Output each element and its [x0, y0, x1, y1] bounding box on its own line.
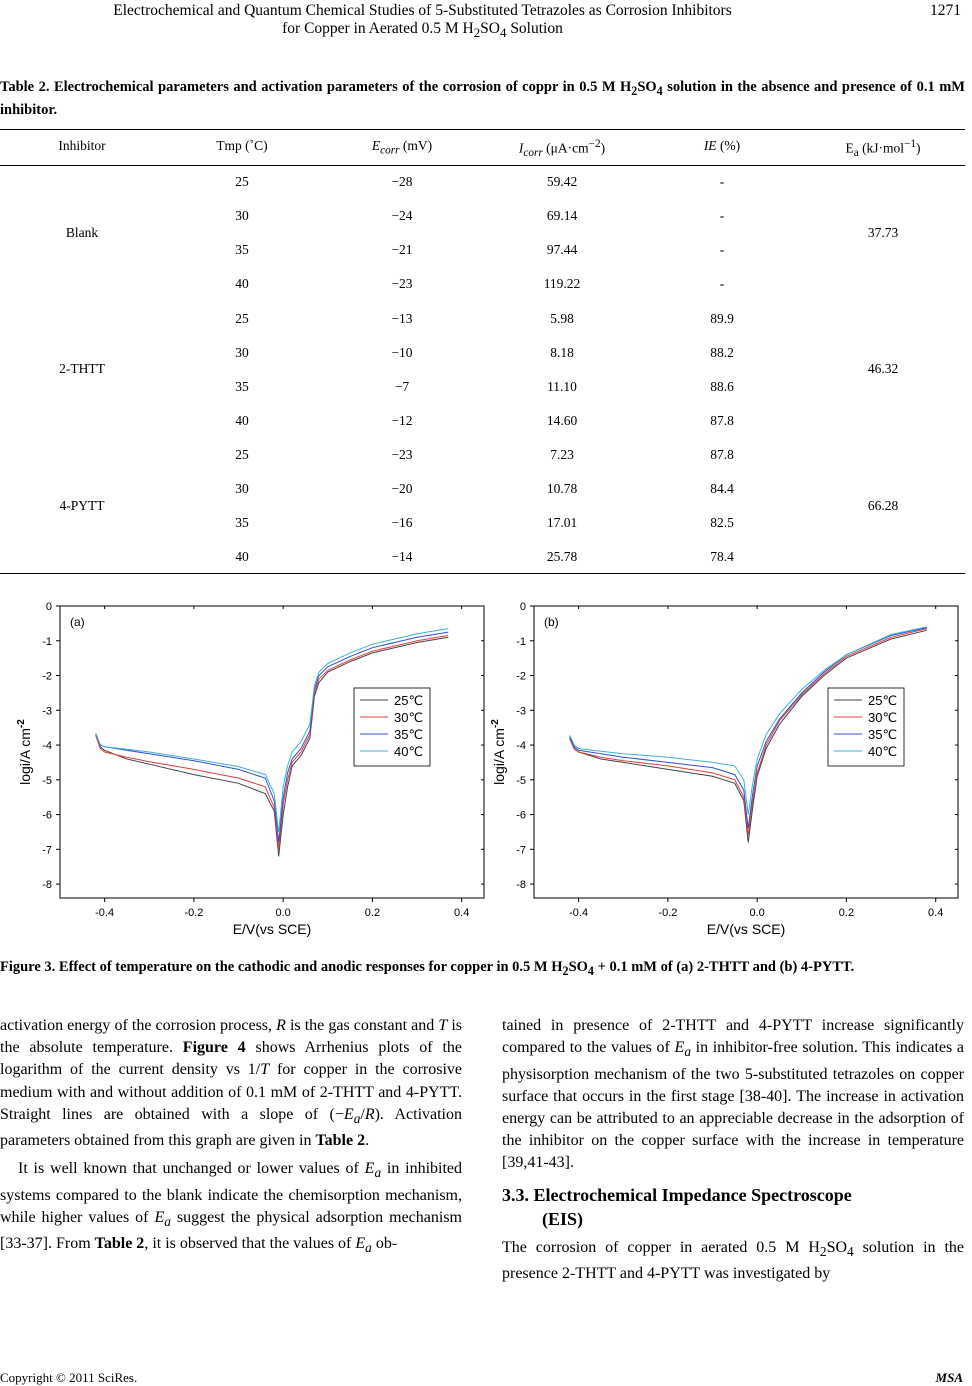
x-tick-label: 0.4 — [928, 907, 944, 919]
group-ea: 37.73 — [867, 225, 899, 240]
y-tick-label: -5 — [516, 774, 526, 787]
y-tick-label: -3 — [42, 705, 52, 718]
legend-label: 25℃ — [394, 693, 424, 708]
cell-tmp: 35 — [235, 515, 249, 530]
y-tick-label: -7 — [42, 844, 52, 857]
table-header-rule — [0, 165, 965, 166]
cell-icorr: 10.78 — [546, 481, 578, 496]
paragraph: activation energy of the corrosion process, R is the gas constant and T is the absolute temperature. Figure 4 shows Arrhenius plots of the logarithm of the current density vs 1/T for copper in the corrosive medium with and without addition of 0.1 mM of 2-THTT and 4-PYTT. Straight lines are obtained with a slope of $(-E_a/R)$. Activation parameters obtained from this graph are given in Table 2. — [0, 1017, 463, 1150]
cell-icorr: 69.14 — [546, 208, 578, 223]
x-tick-label: 0.2 — [364, 907, 381, 919]
cell-icorr: 8.18 — [550, 345, 574, 360]
cell-icorr: 17.01 — [546, 515, 578, 530]
cell-ie: - — [719, 208, 725, 223]
cell-ecorr: −16 — [391, 515, 413, 530]
body-left-column — [0, 1015, 462, 1260]
y-tick-label: -4 — [516, 740, 526, 753]
copyright: Copyright © 2011 SciRes. — [0, 1370, 138, 1385]
page-footer — [0, 1370, 965, 1386]
table-2-link[interactable]: Table 2 — [94, 1235, 145, 1253]
x-axis-label: E/V(vs SCE) — [706, 921, 786, 937]
paragraph: It is well known that unchanged or lower values of $E_a$ in inhibited systems compared to the blank indicate the chemisorption mechanism, while higher values of $E_a$ suggest the physical adsorption mechanism [33-37]. From Table 2, it is observed that the values of $E_a$ ob- — [0, 1160, 463, 1256]
y-tick-label: -8 — [516, 879, 526, 892]
legend-label: 30℃ — [394, 710, 424, 725]
section-heading: 3.3. Electrochemical Impedance Spectroscope (EIS) — [502, 1184, 852, 1229]
table-top-rule — [0, 129, 965, 130]
cell-tmp: 25 — [235, 311, 249, 326]
y-axis-label-main: logi/A cm — [491, 728, 507, 785]
cell-ie: 84.4 — [710, 481, 734, 496]
cell-tmp: 40 — [235, 276, 249, 291]
cell-icorr: 14.60 — [546, 413, 578, 428]
figure-caption: Figure 3. Effect of temperature on the cathodic and anodic responses for copper in 0.5 M $H_2SO_4 + 0.1$ mM of (a) 2-THTT and (b) 4-PYTT. — [0, 959, 855, 978]
paragraph: The corrosion of copper in aerated 0.5 M $H_2SO_4$ solution in the presence 2-THTT and 4-PYTT was investigated by — [502, 1238, 964, 1282]
cell-icorr: 59.42 — [546, 174, 578, 189]
x-tick-label: 0.4 — [454, 907, 470, 919]
x-tick-label: 0.2 — [838, 907, 855, 919]
legend-label: 40℃ — [394, 744, 424, 759]
figure3-panel-b — [492, 600, 972, 940]
cell-ie: 82.5 — [710, 515, 734, 530]
cell-ecorr: −10 — [391, 345, 413, 360]
y-axis-label-main: logi/A cm — [17, 728, 33, 785]
y-axis-label — [16, 719, 33, 785]
x-axis-label: E/V(vs SCE) — [232, 921, 312, 937]
cell-ie: 87.8 — [710, 447, 734, 462]
body-right-column — [502, 1015, 964, 1285]
table-caption: Table 2. Electrochemical parameters and activation parameters of the corrosion of coppr in 0.5 M $H_2SO_4$ solution in the absence and presence of 0.1 mM inhibitor. — [0, 79, 965, 118]
figure3-panel-a — [18, 600, 498, 940]
cell-ie: 78.4 — [710, 549, 734, 564]
paragraph: tained in presence of 2-THTT and 4-PYTT increase significantly compared to the values of $E_a$ in inhibitor-free solution. This indicates a physisorption mechanism of the two 5-substituted tetrazoles on copper surface that occurs in the first stage [38-40]. The increase in activation energy can be attributed to an appreciable decrease in the adsorption of the inhibitor on the copper surface with the increase in temperature [39,41-43]. — [502, 1017, 964, 1172]
cell-ecorr: −28 — [391, 174, 413, 189]
cell-tmp: 25 — [235, 174, 249, 189]
y-tick-label: -5 — [42, 774, 52, 787]
cell-ecorr: −23 — [391, 447, 413, 462]
x-tick-label: -0.4 — [95, 907, 115, 919]
cell-tmp: 30 — [235, 208, 249, 223]
x-tick-label: 0.0 — [749, 907, 765, 919]
cell-ecorr: −7 — [394, 379, 410, 394]
y-tick-label: -2 — [516, 670, 526, 683]
cell-ie: 89.9 — [710, 311, 734, 326]
header-title-line2: for Copper in Aerated 0.5 M $H_2SO_4$ Solution — [282, 20, 563, 41]
y-tick-label: -6 — [516, 809, 526, 822]
panel-label: (b) — [544, 615, 559, 629]
legend-label: 35℃ — [868, 727, 898, 742]
th-inhibitor: Inhibitor — [58, 138, 106, 153]
group-ea: 66.28 — [867, 498, 899, 513]
table-2-link[interactable]: Table 2 — [315, 1132, 366, 1150]
cell-ecorr: −24 — [391, 208, 413, 223]
cell-ie: 88.2 — [710, 345, 734, 360]
x-tick-label: -0.2 — [184, 907, 204, 919]
y-axis-label-sup: -2 — [490, 719, 501, 729]
y-tick-label: -6 — [42, 809, 52, 822]
table-bottom-rule — [0, 573, 965, 574]
cell-icorr: 7.23 — [550, 447, 574, 462]
panel-label: (a) — [70, 615, 85, 629]
journal-abbrev: MSA — [935, 1370, 963, 1385]
th-icorr: $I_{corr}$ $(\mu A\cdot cm^{-2})$ — [518, 138, 606, 160]
cell-tmp: 40 — [235, 413, 249, 428]
th-temperature: Tmp (˚C) — [216, 138, 268, 153]
cell-ie: 87.8 — [710, 413, 734, 428]
cell-ie: - — [719, 276, 725, 291]
header-title-line1: Electrochemical and Quantum Chemical Studies of 5-Substituted Tetrazoles as Corrosion Inhibitors — [113, 2, 732, 19]
y-tick-label: -1 — [516, 635, 526, 648]
x-tick-label: 0.0 — [275, 907, 291, 919]
cell-tmp: 30 — [235, 481, 249, 496]
group-name: 4-PYTT — [59, 498, 105, 513]
th-ecorr: $E_{corr}$ (mV) — [371, 138, 433, 157]
y-axis-label-sup: -2 — [16, 719, 27, 729]
figure-4-link[interactable]: Figure 4 — [182, 1039, 246, 1057]
legend-label: 35℃ — [394, 727, 424, 742]
th-ie: IE (%) — [703, 138, 741, 153]
th-ea: $E_a$ (kJ·mol$^{-1}$) — [845, 138, 921, 160]
cell-ecorr: −23 — [391, 276, 413, 291]
cell-icorr: 97.44 — [546, 242, 578, 257]
y-axis-label — [490, 719, 507, 785]
cell-tmp: 35 — [235, 242, 249, 257]
page-number: 1271 — [930, 2, 961, 19]
running-header — [0, 0, 965, 40]
cell-ecorr: −13 — [391, 311, 413, 326]
cell-ie: - — [719, 242, 725, 257]
y-tick-label: -4 — [42, 740, 52, 753]
group-ea: 46.32 — [867, 361, 899, 376]
y-tick-label: -1 — [42, 635, 52, 648]
group-name: Blank — [65, 225, 99, 240]
y-tick-label: -2 — [42, 670, 52, 683]
x-tick-label: -0.2 — [658, 907, 678, 919]
cell-icorr: 25.78 — [546, 549, 578, 564]
group-name: 2-THTT — [59, 361, 105, 376]
cell-icorr: 5.98 — [550, 311, 574, 326]
cell-ecorr: −14 — [391, 549, 413, 564]
y-tick-label: -7 — [516, 844, 526, 857]
cell-ecorr: −12 — [391, 413, 413, 428]
cell-icorr: 11.10 — [547, 379, 577, 394]
y-tick-label: -8 — [42, 879, 52, 892]
legend-label: 25℃ — [868, 693, 898, 708]
cell-tmp: 30 — [235, 345, 249, 360]
y-tick-label: 0 — [45, 601, 52, 613]
y-tick-label: -3 — [516, 705, 526, 718]
cell-ecorr: −20 — [391, 481, 413, 496]
cell-ie: 88.6 — [710, 379, 734, 394]
cell-ie: - — [719, 174, 725, 189]
cell-tmp: 25 — [235, 447, 249, 462]
cell-ecorr: −21 — [391, 242, 413, 257]
legend-label: 40℃ — [868, 744, 898, 759]
y-tick-label: 0 — [519, 601, 526, 613]
cell-icorr: 119.22 — [543, 276, 581, 291]
cell-tmp: 35 — [235, 379, 249, 394]
cell-tmp: 40 — [235, 549, 249, 564]
x-tick-label: -0.4 — [569, 907, 589, 919]
legend-label: 30℃ — [868, 710, 898, 725]
